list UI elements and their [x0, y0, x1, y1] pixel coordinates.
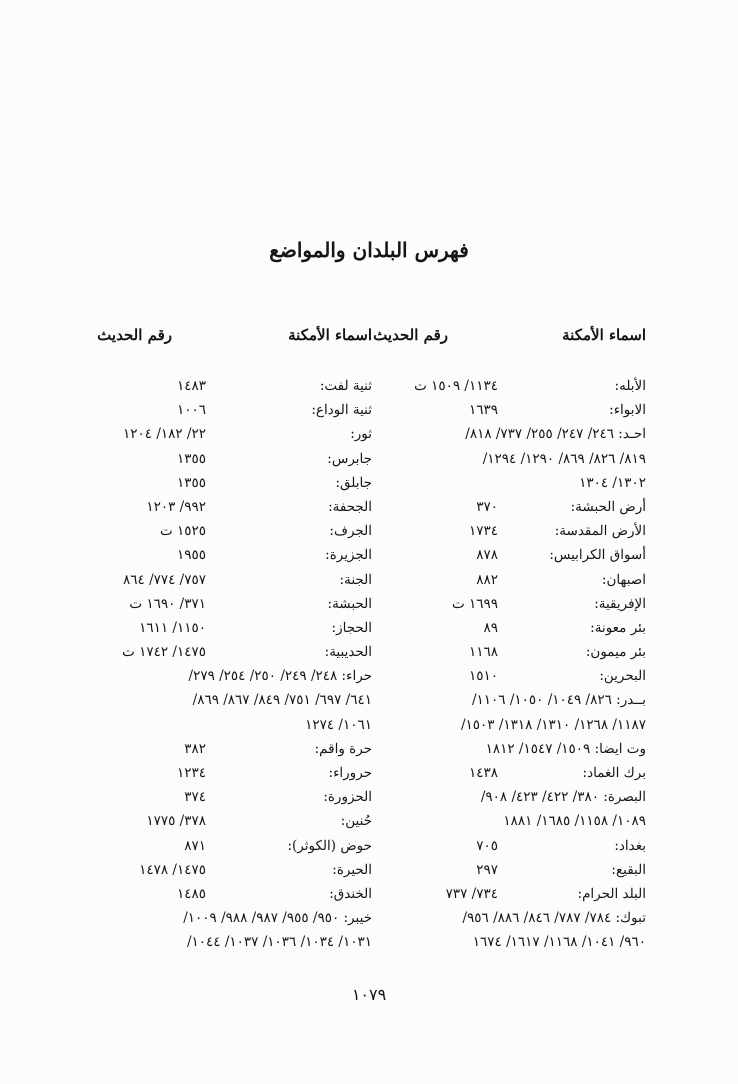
index-entry	[374, 616, 646, 640]
hadith-numbers: ١٧٣٤	[468, 523, 498, 540]
index-entry-text: وت ايضا: ١٥٠٩/ ١٥٤٧/ ١٨١٢	[485, 740, 646, 757]
page-number: ١٠٧٩	[351, 985, 387, 1004]
left-index-column	[100, 374, 372, 955]
place-name: حوض (الكوثر):	[287, 837, 372, 854]
index-entry	[100, 592, 372, 616]
index-entry	[374, 447, 646, 471]
index-entry	[100, 809, 372, 833]
place-name: الإفريقية:	[594, 595, 646, 612]
index-entry-text: حراء: ٢٤٨/ ٢٤٩/ ٢٥٠/ ٢٥٤/ ٢٧٩/	[188, 668, 372, 685]
header-left-place: اسماء الأمكنة	[288, 326, 372, 344]
hadith-numbers: ١٥١٠	[468, 668, 498, 685]
index-entry	[100, 471, 372, 495]
place-name: البحرين:	[599, 668, 646, 685]
index-entry	[374, 471, 646, 495]
index-entry	[374, 930, 646, 954]
place-name: الجزيرة:	[325, 547, 372, 564]
index-entry	[100, 568, 372, 592]
index-entry	[374, 568, 646, 592]
place-name: بئر ميمون:	[585, 644, 646, 661]
index-entry	[100, 785, 372, 809]
place-name: الحديبية:	[324, 644, 372, 661]
index-entry	[100, 858, 372, 882]
index-entry	[100, 398, 372, 422]
header-left-hadith: رقم الحديث	[97, 326, 172, 344]
hadith-numbers: ١٦٩٩ ت	[451, 595, 498, 612]
index-entry	[374, 858, 646, 882]
header-right-hadith: رقم الحديث	[373, 326, 448, 344]
index-entry	[100, 906, 372, 930]
place-name: اصبهان:	[601, 571, 646, 588]
index-entry	[374, 882, 646, 906]
hadith-numbers: ٧٠٥	[476, 837, 498, 854]
index-entry	[100, 519, 372, 543]
index-entry	[100, 374, 372, 398]
hadith-numbers: ٣٨٢	[184, 740, 206, 757]
hadith-numbers: ١٤٧٥/ ١٤٧٨	[139, 861, 206, 878]
place-name: حُنين:	[340, 813, 372, 830]
index-entry	[374, 592, 646, 616]
hadith-numbers: ١٥٢٥ ت	[159, 523, 206, 540]
place-name: ثور:	[350, 426, 372, 443]
place-name: حرة واقم:	[314, 740, 372, 757]
index-entry	[374, 809, 646, 833]
place-name: برك الغماد:	[582, 765, 646, 781]
index-entry-text: احـد: ٢٤٦/ ٢٤٧/ ٢٥٥/ ٧٣٧/ ٨١٨/	[465, 426, 646, 443]
hadith-numbers: ٣٧٠	[476, 498, 498, 515]
index-entry	[374, 398, 646, 422]
hadith-numbers: ١٩٥٥	[176, 547, 206, 564]
hadith-numbers: ١٢٣٤	[176, 765, 206, 781]
page-title: فهرس البلدان والمواضع	[269, 238, 469, 262]
index-entry	[374, 688, 646, 712]
index-entry	[100, 543, 372, 567]
place-name: الحبشة:	[327, 595, 372, 612]
hadith-numbers: ١٤٨٣	[176, 378, 206, 394]
place-name: بغداد:	[614, 837, 646, 854]
index-entry	[100, 495, 372, 519]
place-name: الأرض المقدسة:	[554, 523, 646, 540]
place-name: ثنية لفت:	[319, 378, 372, 394]
place-name: الحجاز:	[331, 619, 372, 636]
index-entry	[100, 640, 372, 664]
index-entry	[100, 664, 372, 688]
index-entry	[374, 640, 646, 664]
index-entry-text: خيبر: ٩٥٠/ ٩٥٥/ ٩٨٧/ ٩٨٨/ ١٠٠٩/	[183, 910, 372, 927]
index-entry-text: ٩٦٠/ ١٠٤١/ ١١٦٨/ ١٦١٧/ ١٦٧٤	[472, 934, 646, 951]
index-entry	[374, 906, 646, 930]
place-name: الحيرة:	[332, 861, 372, 878]
hadith-numbers: ٨٩	[483, 619, 498, 636]
index-entry-text: بــدر: ٨٢٦/ ١٠٤٩/ ١٠٥٠/ ١١٠٦/	[471, 692, 646, 709]
hadith-numbers: ٣٧٨/ ١٧٧٥	[146, 813, 206, 830]
index-entry	[100, 616, 372, 640]
index-entry	[374, 374, 646, 398]
index-entry	[374, 713, 646, 737]
hadith-numbers: ١١٦٨	[468, 644, 498, 661]
index-entry-text: ٦٤١/ ٦٩٧/ ٧٥١/ ٨٤٩/ ٨٦٧/ ٨٦٩/	[192, 692, 372, 709]
hadith-numbers: ١٤٨٥	[176, 885, 206, 902]
place-name: الخندق:	[329, 885, 372, 902]
index-entry	[100, 834, 372, 858]
index-entry	[100, 761, 372, 785]
place-name: البلد الحرام:	[577, 885, 646, 902]
place-name: حروراء:	[328, 765, 372, 781]
index-entry-text: البصرة: ٣٨٠/ ٤٢٢/ ٤٢٣/ ٩٠٨/	[480, 789, 646, 806]
index-entry-text: ١٣٠٢/ ١٣٠٤	[579, 474, 646, 491]
index-entry	[100, 713, 372, 737]
index-entry	[374, 495, 646, 519]
place-name: الجنة:	[339, 571, 372, 588]
index-entry	[374, 543, 646, 567]
index-entry	[100, 882, 372, 906]
header-right-place: اسماء الأمكنة	[562, 326, 646, 344]
index-entry	[374, 785, 646, 809]
place-name: الحزورة:	[323, 789, 372, 806]
hadith-numbers: ١٤٧٥/ ١٧٤٢ ت	[122, 644, 206, 661]
index-entry	[100, 688, 372, 712]
hadith-numbers: ١٦٣٩	[468, 402, 498, 419]
place-name: ثنية الوداع:	[311, 402, 372, 419]
place-name: جابلق:	[335, 474, 372, 491]
index-entry	[100, 737, 372, 761]
hadith-numbers: ٣٧٤	[184, 789, 206, 806]
index-entry	[100, 447, 372, 471]
hadith-numbers: ١٤٣٨	[468, 765, 498, 781]
right-index-column	[374, 374, 646, 955]
place-name: الابواء:	[609, 402, 646, 419]
place-name: بئر معونة:	[590, 619, 646, 636]
index-entry	[374, 761, 646, 785]
hadith-numbers: ٨٧٨	[476, 547, 498, 564]
hadith-numbers: ٧٣٤/ ٧٣٧	[445, 885, 498, 902]
place-name: أسواق الكرابيس:	[549, 547, 646, 564]
place-name: الجرف:	[329, 523, 372, 540]
hadith-numbers: ٣٧١/ ١٦٩٠ ت	[129, 595, 206, 612]
index-entry-text: ٨١٩/ ٨٢٦/ ٨٦٩/ ١٢٩٠/ ١٢٩٤/	[482, 450, 646, 467]
hadith-numbers: ١٣٥٥	[176, 450, 206, 467]
hadith-numbers: ١١٥٠/ ١٦١١	[139, 619, 206, 636]
index-entry-text: ١١٨٧/ ١٢٦٨/ ١٣١٠/ ١٣١٨/ ١٥٠٣/	[460, 716, 646, 733]
hadith-numbers: ٢٢/ ١٨٢/ ١٢٠٤	[123, 426, 206, 443]
place-name: الجحفة:	[328, 498, 372, 515]
place-name: الأبله:	[614, 378, 646, 394]
index-entry-text: تبوك: ٧٨٤/ ٧٨٧/ ٨٤٦/ ٨٨٦/ ٩٥٦/	[462, 910, 646, 927]
index-entry	[374, 422, 646, 446]
hadith-numbers: ٧٥٧/ ٧٧٤/ ٨٦٤	[123, 571, 206, 588]
index-entry-text: ١٠٣١/ ١٠٣٤/ ١٠٣٦/ ١٠٣٧/ ١٠٤٤/	[186, 934, 372, 951]
index-entry	[100, 930, 372, 954]
index-entry-text: ١٠٦١/ ١٢٧٤	[305, 716, 372, 733]
hadith-numbers: ٩٩٢/ ١٢٠٣	[146, 498, 206, 515]
place-name: أرض الحبشة:	[570, 498, 646, 515]
hadith-numbers: ٨٨٢	[476, 571, 498, 588]
hadith-numbers: ١١٣٤/ ١٥٠٩ ت	[414, 378, 498, 394]
hadith-numbers: ٨٧١	[184, 837, 206, 854]
index-entry	[374, 737, 646, 761]
hadith-numbers: ١٣٥٥	[176, 474, 206, 491]
index-entry	[100, 422, 372, 446]
index-entry	[374, 664, 646, 688]
index-entry-text: ١٠٨٩/ ١١٥٨/ ١٦٨٥/ ١٨٨١	[503, 813, 646, 830]
place-name: جابرس:	[327, 450, 372, 467]
hadith-numbers: ٢٩٧	[476, 861, 498, 878]
index-entry	[374, 519, 646, 543]
place-name: البقيع:	[611, 861, 646, 878]
hadith-numbers: ١٠٠٦	[176, 402, 206, 419]
index-entry	[374, 834, 646, 858]
